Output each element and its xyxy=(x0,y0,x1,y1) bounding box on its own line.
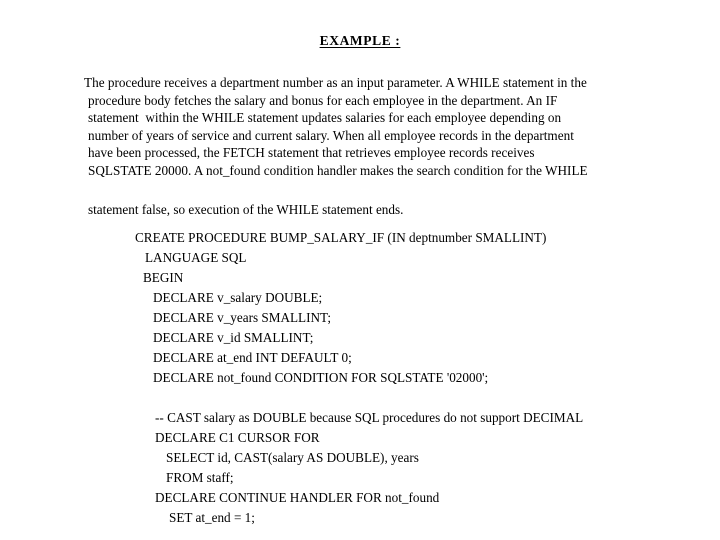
code-line: LANGUAGE SQL xyxy=(145,250,247,265)
intro-paragraph xyxy=(84,74,684,180)
intro-paragraph-line: have been processed, the FETCH statement that retrieves employee records receives xyxy=(88,145,535,161)
code-line: DECLARE v_id SMALLINT; xyxy=(153,330,314,345)
code-line: DECLARE v_years SMALLINT; xyxy=(153,310,332,325)
code-line: SET at_end = 1; xyxy=(169,510,255,525)
intro-paragraph-line: statement within the WHILE statement updates salaries for each employee depending on xyxy=(88,110,562,126)
code-line: FROM staff; xyxy=(166,470,234,485)
code-line: CREATE PROCEDURE BUMP_SALARY_IF (IN deptnumber SMALLINT) xyxy=(135,230,547,245)
intro-paragraph-line: procedure body fetches the salary and bonus for each employee in the department. An IF xyxy=(88,92,558,108)
intro-paragraph-line: The procedure receives a department number as an input parameter. A WHILE statement in the xyxy=(84,75,587,90)
code-line: DECLARE v_salary DOUBLE; xyxy=(153,290,323,305)
code-line: DECLARE not_found CONDITION FOR SQLSTATE '02000'; xyxy=(153,370,489,385)
tail-paragraph-line: statement false, so execution of the WHILE statement ends. xyxy=(88,202,404,217)
code-line: DECLARE at_end INT DEFAULT 0; xyxy=(153,350,352,365)
code-line: BEGIN xyxy=(143,270,184,285)
intro-paragraph-line: number of years of service and current salary. When all employee records in the department xyxy=(88,127,574,143)
page-title xyxy=(0,32,720,50)
code-line: DECLARE CONTINUE HANDLER FOR not_found xyxy=(155,490,440,505)
code-line: SELECT id, CAST(salary AS DOUBLE), years xyxy=(166,450,419,465)
tail-paragraph xyxy=(88,201,688,219)
code-line-blank xyxy=(135,388,705,408)
sql-code-block xyxy=(135,228,705,528)
code-comment-line: -- CAST salary as DOUBLE because SQL procedures do not support DECIMAL xyxy=(155,410,584,425)
page-title-text: EXAMPLE : xyxy=(319,33,401,48)
intro-paragraph-line: SQLSTATE 20000. A not_found condition handler makes the search condition for the WHILE xyxy=(88,162,588,178)
code-line: DECLARE C1 CURSOR FOR xyxy=(155,430,320,445)
